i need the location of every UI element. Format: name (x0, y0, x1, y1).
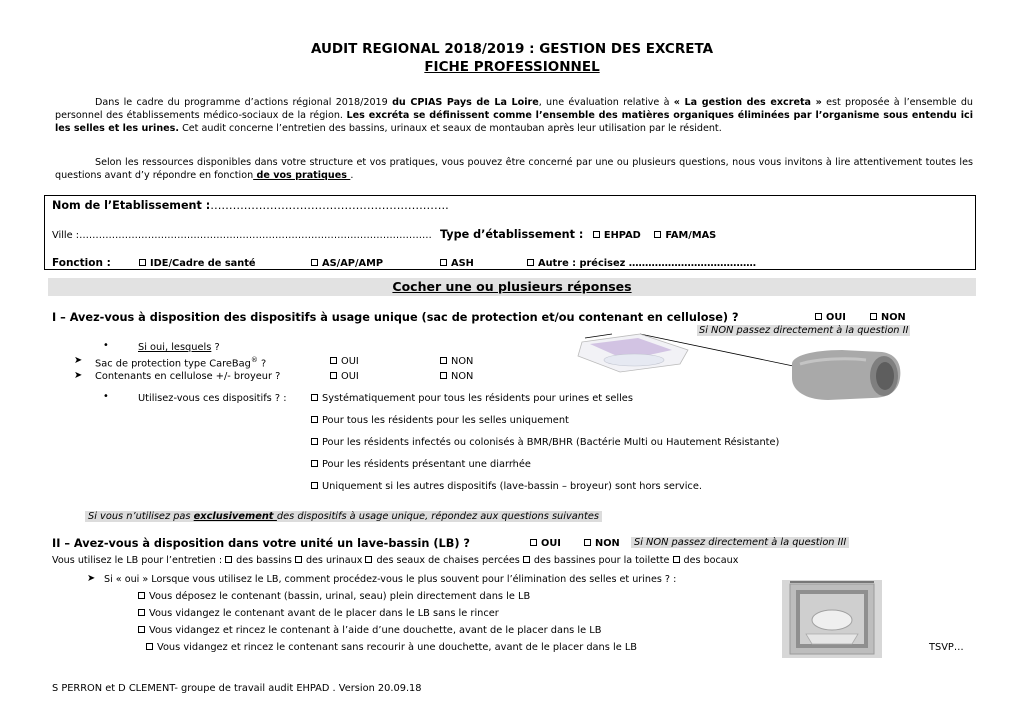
fonction-autre-option[interactable]: Autre : précisez ………………………………… (527, 258, 756, 269)
checkbox-icon[interactable] (654, 231, 661, 238)
q2-sub-option-1[interactable]: Vous déposez le contenant (bassin, urinal, seau) plein directement dans le LB (138, 591, 530, 602)
question-1: I – Avez-vous à disposition des dispositifs à usage unique (sac de protection et/ou contenant en cellulose) ? (52, 311, 739, 324)
q1-item-cellulose: Contenants en cellulose +/- broyeur ? (95, 371, 281, 382)
type-etablissement: Type d’établissement : EHPAD FAM/MAS (440, 228, 717, 241)
q1-carebag-oui[interactable]: OUI (330, 356, 359, 367)
checkbox-icon[interactable] (311, 460, 318, 467)
q2-sub-option-3[interactable]: Vous vidangez et rincez le contenant à l’aide d’une douchette, avant de le placer dans le LB (138, 625, 601, 636)
intro-paragraph-2: Selon les ressources disponibles dans votre structure et vos pratiques, vous pouvez être concerné par une ou plusieurs questions, nous vous invitons à lire attentivement toutes les questions avant d’y répondre en fonction de vos pratiques . (55, 157, 973, 181)
type-ehpad-option[interactable]: EHPAD (593, 230, 641, 241)
checkbox-icon[interactable] (527, 259, 534, 266)
footer-text: S PERRON et D CLEMENT- groupe de travail audit EHPAD . Version 20.09.18 (52, 683, 422, 694)
checkbox-icon[interactable] (330, 372, 337, 379)
checkbox-icon[interactable] (815, 313, 822, 320)
q1-cellulose-non[interactable]: NON (440, 371, 473, 382)
q1-skip-note: Si NON passez directement à la question II (699, 325, 909, 336)
fonction-as-option[interactable]: AS/AP/AMP (311, 258, 383, 269)
q2-sub-question: Si « oui » Lorsque vous utilisez le LB, comment procédez-vous le plus souvent pour l’élimination des selles et urines ? : (104, 574, 677, 585)
q2-usage-option-4[interactable]: des bassines pour la toilette (523, 555, 670, 566)
checkbox-icon[interactable] (139, 259, 146, 266)
fonction-ide-option[interactable]: IDE/Cadre de santé (139, 258, 256, 269)
q2-non-option[interactable]: NON (584, 538, 620, 549)
checkbox-icon[interactable] (138, 609, 145, 616)
q1-sub-heading: Si oui, lesquels ? (138, 342, 220, 353)
checkbox-icon[interactable] (584, 539, 591, 546)
q2-usage-option-3[interactable]: des seaux de chaises percées (365, 555, 519, 566)
cellulose-urinal-image (792, 350, 900, 400)
q1-usage-option-2[interactable]: Pour tous les résidents pour les selles uniquement (311, 415, 569, 426)
checkbox-icon[interactable] (138, 592, 145, 599)
checkbox-icon[interactable] (593, 231, 600, 238)
checkbox-icon[interactable] (146, 643, 153, 650)
fonction-ash-option[interactable]: ASH (440, 258, 474, 269)
question-2: II – Avez-vous à disposition dans votre unité un lave-bassin (LB) ? (52, 537, 470, 550)
q2-sub-option-4[interactable]: Vous vidangez et rincez le contenant sans recourir à une douchette, avant de le placer dans le LB (146, 642, 637, 653)
product-images (560, 320, 960, 420)
checkbox-icon[interactable] (138, 626, 145, 633)
q1-carebag-non[interactable]: NON (440, 356, 473, 367)
q1-cellulose-oui[interactable]: OUI (330, 371, 359, 382)
q2-usage-option-2[interactable]: des urinaux (295, 555, 362, 566)
q1-continue-note: Si vous n’utilisez pas exclusivement des dispositifs à usage unique, répondez aux questions suivantes (85, 511, 602, 522)
q1-usage-label: Utilisez-vous ces dispositifs ? : (138, 393, 287, 404)
checkbox-icon[interactable] (311, 416, 318, 423)
checkbox-icon[interactable] (225, 556, 232, 563)
type-fam-mas-option[interactable]: FAM/MAS (654, 230, 716, 241)
q2-oui-option[interactable]: OUI (530, 538, 561, 549)
bedpan-washer-image (782, 580, 882, 658)
checkbox-icon[interactable] (311, 394, 318, 401)
q1-usage-option-5[interactable]: Uniquement si les autres dispositifs (lave-bassin – broyeur) sont hors service. (311, 481, 702, 492)
checkbox-icon[interactable] (295, 556, 302, 563)
checkbox-icon[interactable] (530, 539, 537, 546)
checkbox-icon[interactable] (440, 259, 447, 266)
checkbox-icon[interactable] (330, 357, 337, 364)
q1-item-carebag: Sac de protection type CareBag® ? (95, 356, 267, 370)
q2-skip-note: Si NON passez directement à la question III (631, 537, 849, 548)
instructions-text: Cocher une ou plusieurs réponses (392, 279, 632, 294)
ville-field[interactable]: Ville :……………………………………………………………………………………………… (52, 230, 432, 241)
q1-oui-option[interactable]: OUI (815, 312, 846, 323)
q1-non-option[interactable]: NON (870, 312, 906, 323)
checkbox-icon[interactable] (870, 313, 877, 320)
checkbox-icon[interactable] (365, 556, 372, 563)
checkbox-icon[interactable] (311, 438, 318, 445)
q2-usage-line: Vous utilisez le LB pour l’entretien : des bassins des urinaux des seaux de chaises percées des bassines pour la toilette des bocaux (52, 555, 739, 566)
etablissement-field[interactable]: Nom de l’Etablissement :………………………………………………………. (52, 199, 449, 212)
fonction-label: Fonction : (52, 257, 111, 269)
q2-usage-option-5[interactable]: des bocaux (673, 555, 739, 566)
page-subtitle: FICHE PROFESSIONNEL (424, 59, 600, 75)
intro-paragraph-1: Dans le cadre du programme d’actions régional 2018/2019 du CPIAS Pays de La Loire, une évaluation relative à « La gestion des excreta » est proposée à l’ensemble du personnel des établissements médico-sociaux de la région. Les excréta se définissent comme l’ensemble des matières organiques éliminées par l’organisme sous entendu ici les selles et les urines. Cet audit concerne l’entretien des bassins, urinaux et seaux de montauban après leur utilisation par le résident. (55, 97, 973, 134)
q2-sub-option-2[interactable]: Vous vidangez le contenant avant de le placer dans le LB sans le rincer (138, 608, 499, 619)
checkbox-icon[interactable] (311, 482, 318, 489)
page-title: AUDIT REGIONAL 2018/2019 : GESTION DES EXCRETA (310, 41, 714, 57)
tsvp-label: TSVP… (929, 642, 964, 653)
q1-usage-option-1[interactable]: Systématiquement pour tous les résidents pour urines et selles (311, 393, 633, 404)
checkbox-icon[interactable] (523, 556, 530, 563)
checkbox-icon[interactable] (673, 556, 680, 563)
carebag-image (578, 334, 688, 372)
q2-usage-option-1[interactable]: des bassins (225, 555, 292, 566)
checkbox-icon[interactable] (440, 372, 447, 379)
q1-usage-option-4[interactable]: Pour les résidents présentant une diarrhée (311, 459, 531, 470)
checkbox-icon[interactable] (440, 357, 447, 364)
q1-usage-option-3[interactable]: Pour les résidents infectés ou colonisés à BMR/BHR (Bactérie Multi ou Hautement Résistante) (311, 437, 779, 448)
checkbox-icon[interactable] (311, 259, 318, 266)
